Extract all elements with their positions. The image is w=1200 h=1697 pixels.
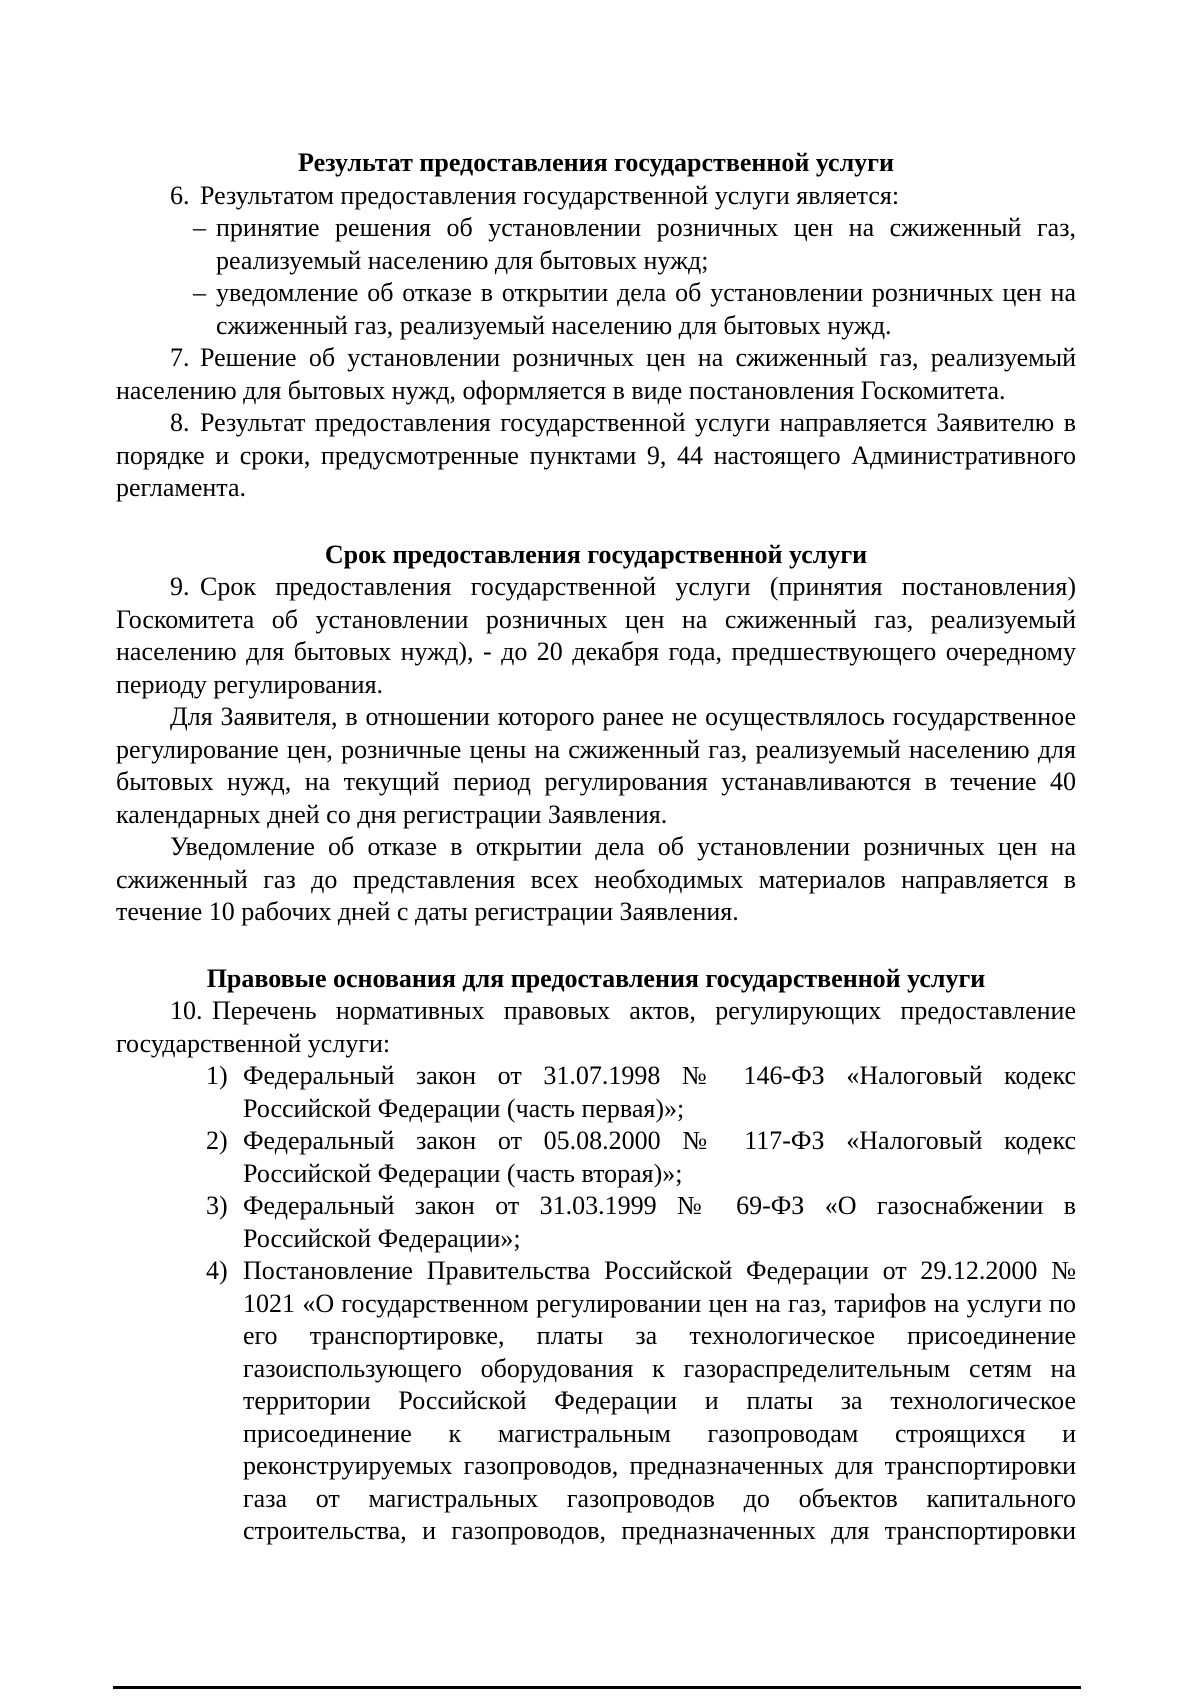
list-item [116, 1060, 1076, 1125]
list-item-text: Федеральный закон от 31.03.1999 № 69-ФЗ «О газоснабжении в Российской Федерации»; [243, 1191, 1076, 1253]
paragraph-number: 7. [170, 343, 190, 372]
paragraph-10 [116, 995, 1076, 1060]
list-item-text: Постановление Правительства Российской Федерации от 29.12.2000 № 1021 «О государственном регулировании цен на газ, тарифов на услуги по его транспортировке, платы за технологическое присоединение газоиспользующего оборудования к газораспределительным сетям на территории Российской Федерации и платы за технологическое присоединение к магистральным газопроводам строящихся и реконструируемых газопроводов, предназначенных для транспортировки газа от магистральных газопроводов до объектов капитального строительства, и газопроводов, предназначенных для транспортировки [243, 1256, 1076, 1545]
paragraph-text: Результатом предоставления государственной услуги является: [200, 180, 900, 210]
paragraph-6 [116, 180, 1076, 213]
dash-marker: – [193, 213, 206, 242]
paragraph-number: 6. [170, 180, 190, 210]
list-item-text: Федеральный закон от 05.08.2000 № 117-ФЗ «Налоговый кодекс Российской Федерации (часть вторая)»; [243, 1126, 1076, 1188]
paragraph-8 [116, 407, 1076, 505]
paragraph-number: 10. [170, 996, 203, 1025]
dash-item-refusal [116, 277, 1076, 342]
section-heading-legal: Правовые основания для предоставления государственной услуги [206, 963, 986, 993]
dash-marker: – [193, 278, 206, 307]
list-item-marker: 2) [206, 1126, 228, 1155]
footer-divider [113, 1686, 1081, 1689]
list-item [116, 1190, 1076, 1255]
list-item [116, 1255, 1076, 1548]
dash-item-decision [116, 212, 1076, 277]
paragraph-refusal-notice: Уведомление об отказе в открытии дела об установлении розничных цен на сжиженный газ до представления всех необходимых материалов направляется в течение 10 рабочих дней с даты регистрации Заявления. [116, 832, 1076, 926]
paragraph-7 [116, 342, 1076, 407]
list-item-marker: 1) [206, 1061, 228, 1090]
section-heading-term: Срок предоставления государственной услуги [324, 539, 868, 569]
paragraph-text: Срок предоставления государственной услуги (принятия постановления) Госкомитета об установлении розничных цен на сжиженный газ, реализуемый населению для бытовых нужд), - до 20 декабря года, предшествующего очередному периоду регулирования. [116, 572, 1076, 699]
paragraph-text: Перечень нормативных правовых актов, регулирующих предоставление государственной услуги: [116, 996, 1076, 1058]
dash-item-text: принятие решения об установлении розничных цен на сжиженный газ, реализуемый населению для бытовых нужд; [216, 213, 1076, 275]
paragraph-new-applicant: Для Заявителя, в отношении которого ранее не осуществлялось государственное регулирование цен, розничные цены на сжиженный газ, реализуемый населению для бытовых нужд, на текущий период регулирования устанавливаются в течение 40 календарных дней со дня регистрации Заявления. [116, 702, 1076, 829]
list-item-marker: 3) [206, 1191, 228, 1220]
paragraph-number: 8. [170, 408, 190, 437]
list-item-marker: 4) [206, 1256, 228, 1285]
list-item [116, 1125, 1076, 1190]
list-item-text: Федеральный закон от 31.07.1998 № 146-ФЗ «Налоговый кодекс Российской Федерации (часть первая)»; [243, 1061, 1076, 1123]
paragraph-9 [116, 571, 1076, 701]
document-body [116, 147, 1076, 1548]
paragraph-text: Результат предоставления государственной услуги направляется Заявителю в порядке и сроки, предусмотренные пунктами 9, 44 настоящего Административного регламента. [116, 408, 1076, 502]
paragraph-number: 9. [170, 572, 190, 601]
dash-item-text: уведомление об отказе в открытии дела об установлении розничных цен на сжиженный газ, реализуемый населению для бытовых нужд. [216, 278, 1076, 340]
section-heading-result: Результат предоставления государственной услуги [298, 148, 894, 177]
paragraph-text: Решение об установлении розничных цен на сжиженный газ, реализуемый населению для бытовых нужд, оформляется в виде постановления Госкомитета. [116, 343, 1076, 405]
